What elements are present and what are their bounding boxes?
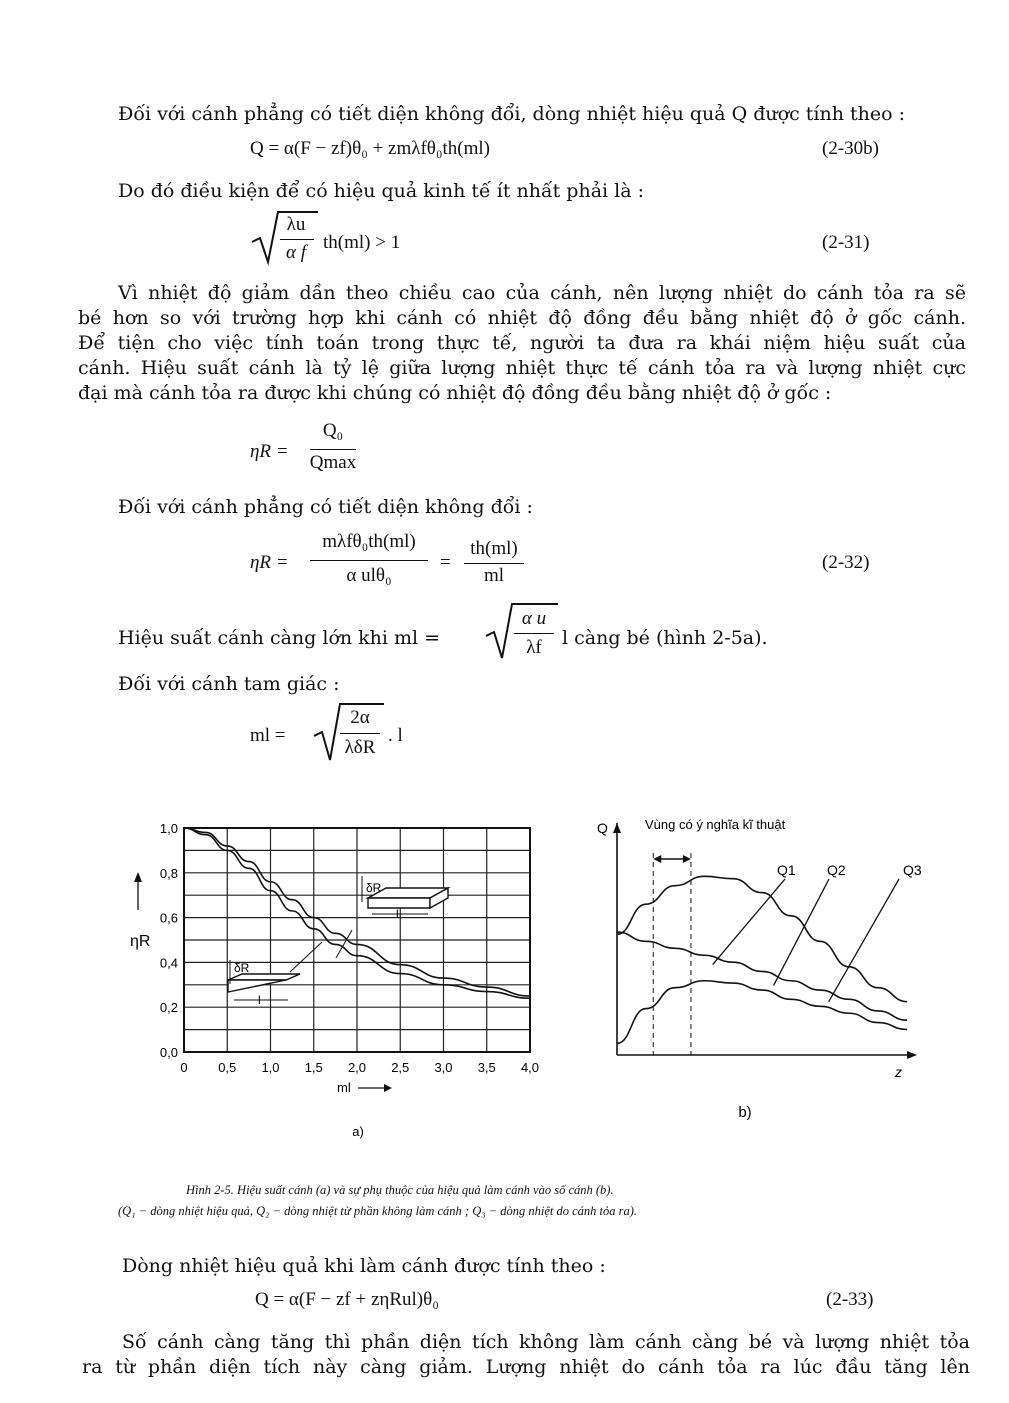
para-5-denominator: λf [526, 637, 542, 658]
para-5-pre: Hiệu suất cánh càng lớn khi ml = [118, 627, 441, 649]
x-tick-label: 0,5 [218, 1060, 237, 1075]
equation-2-30b: Q = α(F − zf)θ₀ + zmλfθ₀th(ml) [250, 138, 490, 159]
y-tick-label: 0,6 [159, 910, 178, 926]
para-5-numerator: α u [521, 608, 547, 629]
tri-fin-delta-label: δR [234, 961, 250, 975]
y-axis-label: ηR [130, 933, 151, 950]
equation-number-2-31: (2-31) [822, 232, 870, 253]
para-3-line-5: đại mà cánh tỏa ra được khi chúng có nhiệt độ đồng đều bằng nhiệt độ ở gốc : [78, 382, 832, 404]
figure-caption-2: (Q₁ − dòng nhiệt hiệu quả, Q₂ − dòng nhiệt từ phần không làm cánh ; Q₃ − dòng nhiệt do cánh tỏa ra). [118, 1204, 638, 1218]
equation-number-2-33: (2-33) [826, 1289, 874, 1310]
eq-2-32-bot1: α ulθ₀ [346, 565, 392, 586]
series-label-q1: Q1 [777, 862, 796, 878]
para-3-line-3: Để tiện cho việc tính toán trong thực tế, người ta đưa ra khái niệm hiệu suất của [78, 332, 966, 354]
y-axis-arrowhead [613, 823, 621, 833]
fraction-bar [340, 733, 380, 734]
para-4: Đối với cánh phẳng có tiết diện không đổi : [118, 496, 533, 518]
para-7: Dòng nhiệt hiệu quả khi làm cánh được tính theo : [122, 1255, 606, 1277]
rect-fin-front [368, 898, 430, 908]
ml-post: . l [388, 725, 403, 746]
x-axis-label: ml [337, 1080, 351, 1095]
x-tick-label: 0 [180, 1060, 188, 1075]
equation-number-2-30b: (2-30b) [822, 138, 879, 159]
fraction-bar [280, 239, 314, 240]
fraction-bar [310, 560, 428, 561]
series-label-q3: Q3 [903, 862, 922, 878]
x-axis-label: z [895, 1064, 902, 1080]
x-axis-arrowhead [384, 1084, 392, 1092]
equation-2-33: Q = α(F − zf + zηRul)θ₀ [255, 1289, 439, 1310]
x-tick-label: 1,0 [261, 1060, 280, 1075]
eta-lhs: ηR = [250, 441, 289, 462]
fraction-bar [514, 633, 554, 634]
para-8-line-1: Số cánh càng tăng thì phần diện tích không làm cánh càng bé và lượng nhiệt tỏa [122, 1331, 970, 1353]
fraction-bar [310, 449, 356, 450]
rect-fin-delta-label: δR [366, 881, 382, 895]
y-tick-label: 1,0 [159, 821, 178, 836]
ml-lhs: ml = [250, 725, 286, 746]
eq-2-32-top1: mλfθ₀th(ml) [322, 531, 416, 552]
y-tick-label: 0,2 [159, 1000, 178, 1016]
region-arrowhead-left [653, 855, 661, 863]
tri-fin-length-label: l [258, 993, 261, 1007]
y-axis-label: Q [597, 820, 608, 836]
chart-a-title: a) [352, 1124, 364, 1139]
leader-q1 [713, 879, 785, 965]
eq-2-32-bot2: ml [483, 565, 505, 586]
tri-fin-front [228, 980, 286, 992]
leader-q3 [829, 879, 899, 1002]
x-tick-label: 3,5 [477, 1060, 496, 1075]
ml-denominator: λδR [344, 737, 376, 758]
x-tick-label: 2,5 [391, 1060, 410, 1075]
chart-a [130, 810, 560, 1139]
para-2: Do đó điều kiện để có hiệu quả kinh tế ít nhất phải là : [118, 180, 644, 202]
para-6: Đối với cánh tam giác : [118, 673, 340, 695]
equation-number-2-32: (2-32) [822, 552, 870, 573]
eq-2-32-lhs: ηR = [250, 552, 289, 573]
eta-denominator: Qmax [309, 452, 357, 473]
x-tick-label: 3,0 [434, 1060, 453, 1075]
rect-fin-length-label: l [396, 907, 399, 921]
eta-numerator: Q₀ [322, 420, 344, 441]
x-tick-label: 2,0 [347, 1060, 367, 1075]
x-tick-label: 4,0 [520, 1060, 540, 1075]
y-axis-arrowhead [134, 872, 142, 882]
eq-2-32-equals: = [440, 552, 451, 573]
series-label-q2: Q2 [827, 862, 846, 878]
eq-2-32-top2: th(ml) [470, 538, 518, 559]
x-tick-label: 1,5 [304, 1060, 323, 1075]
para-3-line-1: Vì nhiệt độ giảm dần theo chiều cao của cánh, nên lượng nhiệt do cánh tỏa ra sẽ [118, 282, 966, 304]
para-1: Đối với cánh phẳng có tiết diện không đổi, dòng nhiệt hiệu quả Q được tính theo : [118, 103, 906, 125]
para-5-post: l càng bé (hình 2-5a). [562, 627, 768, 649]
y-tick-label: 0,8 [159, 865, 178, 881]
eq-2-31-numerator: λu [286, 214, 306, 235]
series-line-q3 [617, 981, 907, 1044]
para-8-line-2: ra từ phần diện tích này càng giảm. Lượng nhiệt do cánh tỏa ra lúc đầu tăng lên [82, 1356, 970, 1378]
fraction-bar [464, 563, 524, 564]
eq-2-31-rest: th(ml) > 1 [323, 232, 401, 253]
chart-b [585, 805, 930, 1130]
y-tick-label: 0,0 [159, 1045, 178, 1060]
chart-b-title: b) [738, 1104, 752, 1121]
ml-numerator: 2α [350, 707, 370, 728]
region-arrowhead-right [683, 855, 691, 863]
y-tick-label: 0,4 [159, 955, 178, 971]
series-line-q1 [617, 876, 907, 1001]
para-3-line-4: cánh. Hiệu suất cánh là tỷ lệ giữa lượng nhiệt thực tế cánh tỏa ra và lượng nhiệt cực [78, 357, 966, 379]
para-3-line-2: bé hơn so với trường hợp khi cánh có nhiệt độ đồng đều bằng nhiệt độ ở gốc cánh. [78, 307, 966, 329]
figure-caption-1: Hình 2-5. Hiệu suất cánh (a) và sự phụ thuộc của hiệu quả làm cánh vào số cánh (b). [186, 1183, 614, 1197]
eq-2-31-denominator: α f [285, 242, 306, 263]
region-label: Vùng có ý nghĩa kĩ thuật [645, 817, 786, 832]
tri-fin-leader [290, 942, 322, 972]
x-axis-arrowhead [907, 1051, 917, 1059]
leader-q2 [774, 879, 829, 985]
